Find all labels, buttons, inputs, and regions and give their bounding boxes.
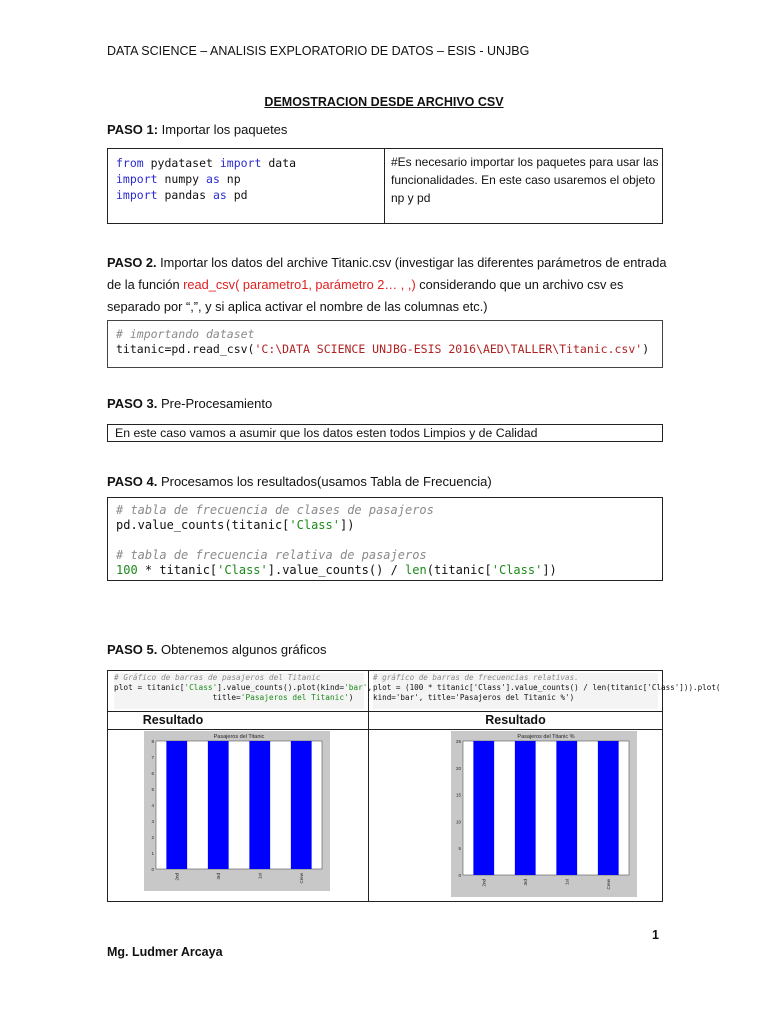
- y-tick-label: 4: [151, 803, 154, 808]
- y-tick-label: 0: [458, 873, 461, 878]
- bar: [166, 741, 187, 869]
- y-tick-label: 10: [455, 819, 461, 825]
- author-footer: Mg. Ludmer Arcaya: [107, 945, 223, 959]
- paso5-heading: PASO 5. Obtenemos algunos gráficos: [107, 642, 327, 657]
- result-label-left: Resultado: [142, 713, 204, 727]
- x-tick-label: 2nd: [481, 879, 487, 887]
- document-title: DEMOSTRACION DESDE ARCHIVO CSV: [264, 95, 504, 109]
- y-tick-label: 3: [151, 819, 154, 824]
- chart-pasajeros-pct: [451, 731, 637, 897]
- paso1-code: from pydataset import data import numpy as np import pandas as pd: [116, 156, 297, 202]
- paso5-right-code: # gráfico de barras de frecuencias relativas. plot = (100 * titanic['Class'].value_counts() / len(titanic['Class'])).plot( kind='bar', title='Pasajeros del Titanic %'): [373, 673, 658, 709]
- x-tick-label: 3rd: [215, 873, 221, 880]
- chart-pasajeros: [144, 731, 330, 891]
- y-tick-label: 5: [458, 846, 461, 852]
- y-tick-label: 8: [151, 739, 154, 744]
- x-tick-label: 1st: [564, 879, 570, 886]
- document-header: DATA SCIENCE – ANALISIS EXPLORATORIO DE DATOS – ESIS - UNJBG: [107, 44, 530, 58]
- x-tick-label: 3rd: [522, 879, 528, 886]
- x-tick-label: Crew: [298, 873, 304, 884]
- y-tick-label: 5: [151, 787, 154, 792]
- paso2-code: # importando dataset titanic=pd.read_csv('C:\DATA SCIENCE UNJBG-ESIS 2016\AED\TALLER\Titanic.csv'): [116, 327, 650, 356]
- x-tick-label: 1st: [257, 873, 263, 880]
- paso3-box: [107, 424, 663, 442]
- x-tick-label: Crew: [605, 879, 611, 890]
- bar: [208, 741, 229, 869]
- y-tick-label: 0: [151, 867, 154, 872]
- bar: [473, 741, 494, 875]
- bar: [291, 741, 312, 869]
- paso1-heading: PASO 1: Importar los paquetes: [107, 122, 288, 137]
- paso1-table: [107, 148, 663, 224]
- y-tick-label: 6: [151, 771, 154, 776]
- y-tick-label: 15: [455, 792, 461, 798]
- paso5-left-code: # Gráfico de barras de pasajeros del Titanic plot = titanic['Class'].value_counts().plot(kind='bar', title='Pasajeros del Titanic'): [114, 673, 364, 709]
- y-tick-label: 7: [151, 755, 154, 760]
- y-tick-label: 1: [151, 851, 154, 856]
- table-divider: [108, 729, 662, 730]
- bar: [515, 741, 536, 875]
- y-tick-label: 25: [455, 739, 461, 744]
- x-tick-label: 2nd: [174, 873, 180, 881]
- bar: [598, 741, 619, 875]
- chart-title: Pasajeros del Titanic %: [517, 734, 575, 740]
- chart-title: Pasajeros del Titanic: [213, 734, 265, 740]
- paso3-box-text: En este caso vamos a asumir que los datos esten todos Limpios y de Calidad: [115, 426, 538, 440]
- table-divider: [108, 711, 662, 712]
- paso4-heading: PASO 4. Procesamos los resultados(usamos Tabla de Frecuencia): [107, 474, 492, 489]
- paso2-paragraph: PASO 2. Importar los datos del archive Titanic.csv (investigar las diferentes parámetros de entrada de la función read_csv( parametro1, parámetro 2… , ,) considerando que un archivo csv es separado por “,”, y si aplica activar el nombre de las columnas etc.): [107, 255, 667, 314]
- paso4-code: # tabla de frecuencia de clases de pasajeros pd.value_counts(titanic['Class']) # tabla de frecuencia relativa de pasajeros 100 * titanic['Class'].value_counts() / len(titanic['Class']): [116, 503, 557, 577]
- table-divider: [368, 671, 369, 901]
- paso2-code-box: [107, 320, 663, 368]
- paso3-heading: PASO 3. Pre-Procesamiento: [107, 396, 273, 411]
- page-number: 1: [652, 928, 659, 942]
- result-label-right: Resultado: [485, 713, 546, 727]
- table-divider: [384, 149, 385, 223]
- paso1-note: #Es necesario importar los paquetes para usar las funcionalidades. En este caso usaremos el objeto np y pd: [391, 155, 659, 205]
- y-tick-label: 20: [455, 765, 461, 771]
- bar: [249, 741, 270, 869]
- paso5-table: [107, 670, 721, 902]
- y-tick-label: 2: [151, 835, 154, 840]
- bar: [556, 741, 577, 875]
- paso4-code-box: [107, 497, 663, 581]
